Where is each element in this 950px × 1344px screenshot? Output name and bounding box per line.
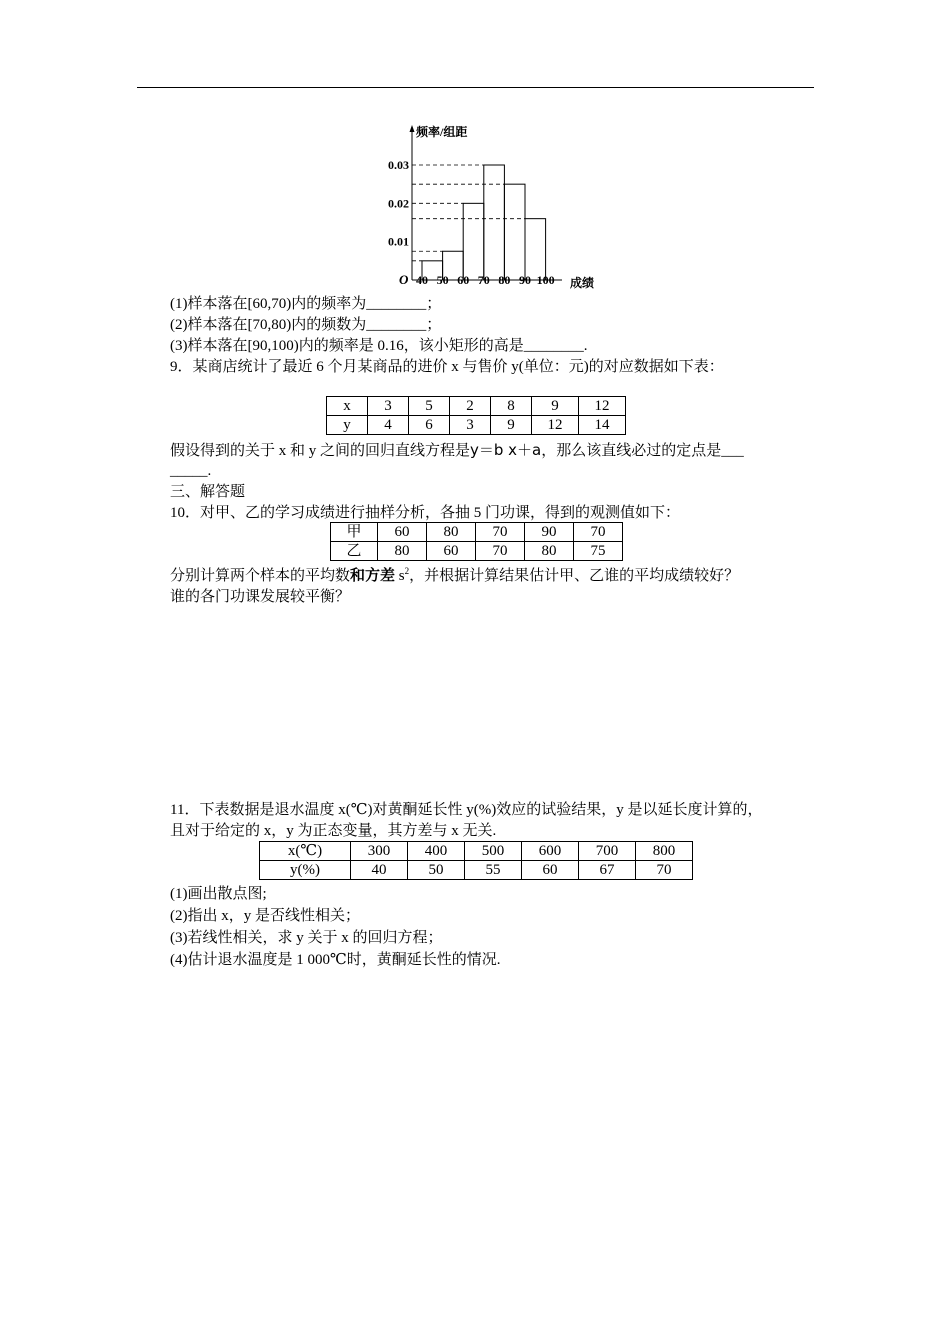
table-cell: 12 bbox=[579, 397, 626, 416]
q8-part2: (2)样本落在[70,80)内的频数为________； bbox=[170, 317, 442, 333]
q9-stem: 9．某商店统计了最近 6 个月某商品的进价 x 与售价 y(单位：元)的对应数据如下表： bbox=[170, 359, 724, 375]
table-cell: 600 bbox=[522, 842, 579, 861]
table-cell: 3 bbox=[450, 416, 491, 435]
x-axis-label: 成绩 bbox=[570, 276, 595, 290]
table-cell: 甲 bbox=[331, 523, 378, 542]
table-cell: 60 bbox=[427, 542, 476, 561]
histogram-bar bbox=[463, 203, 484, 280]
q9-text-a: 假设得到的关于 x 和 y 之间的回归直线方程是 bbox=[170, 443, 471, 459]
frequency-histogram bbox=[380, 120, 610, 292]
y-axis-label: 频率/组距 bbox=[416, 125, 468, 139]
y-tick-label: 0.03 bbox=[388, 158, 409, 172]
table-cell: 55 bbox=[465, 861, 522, 880]
q11-part1: (1)画出散点图; bbox=[170, 886, 267, 902]
q9-answer-line bbox=[170, 440, 744, 461]
table-cell: 80 bbox=[427, 523, 476, 542]
table-cell: 8 bbox=[491, 397, 532, 416]
histogram-bar bbox=[504, 184, 525, 280]
q9-text-b: ，那么该直线必过的定点是___ bbox=[541, 443, 744, 459]
table-cell: 9 bbox=[532, 397, 579, 416]
table-cell: x(℃) bbox=[260, 842, 351, 861]
table-cell: 70 bbox=[636, 861, 693, 880]
q9-equation: y＝b x＋a bbox=[470, 441, 542, 459]
x-tick-label: 90 bbox=[519, 273, 531, 287]
q10-stem: 10．对甲、乙的学习成绩进行抽样分析，各抽 5 门功课，得到的观测值如下： bbox=[170, 505, 681, 521]
histogram-bar bbox=[484, 165, 505, 280]
table-cell: 50 bbox=[408, 861, 465, 880]
q10-superscript: 2 bbox=[404, 566, 410, 576]
table-cell: 400 bbox=[408, 842, 465, 861]
q10-table bbox=[330, 522, 623, 561]
table-cell: y(%) bbox=[260, 861, 351, 880]
table-row bbox=[327, 416, 626, 435]
q10-text-c: ，并根据计算结果估计甲、乙谁的平均成绩较好？ bbox=[409, 568, 740, 584]
table-cell: 40 bbox=[351, 861, 408, 880]
table-cell: 300 bbox=[351, 842, 408, 861]
table-cell: 75 bbox=[574, 542, 623, 561]
origin-label: O bbox=[399, 272, 409, 287]
table-cell: 70 bbox=[476, 542, 525, 561]
table-cell: 70 bbox=[574, 523, 623, 542]
x-tick-label: 80 bbox=[498, 273, 511, 287]
histogram-bar bbox=[525, 219, 546, 280]
x-tick-label: 50 bbox=[436, 273, 449, 287]
table-cell: 700 bbox=[579, 842, 636, 861]
q10-text-b: s bbox=[395, 568, 405, 584]
table-cell: 90 bbox=[525, 523, 574, 542]
table-cell: 14 bbox=[579, 416, 626, 435]
table-cell: 12 bbox=[532, 416, 579, 435]
table-row bbox=[260, 861, 693, 880]
q10-text-line1 bbox=[170, 565, 739, 586]
table-row bbox=[327, 397, 626, 416]
table-cell: 80 bbox=[525, 542, 574, 561]
table-cell: 500 bbox=[465, 842, 522, 861]
q10-text-d: 谁的各门功课发展较平衡？ bbox=[170, 589, 351, 605]
x-tick-label: 60 bbox=[457, 273, 470, 287]
x-tick-label: 70 bbox=[477, 273, 490, 287]
table-cell: 3 bbox=[368, 397, 409, 416]
q11-part3: (3)若线性相关，求 y 关于 x 的回归方程； bbox=[170, 930, 443, 946]
table-cell: 9 bbox=[491, 416, 532, 435]
header-rule bbox=[137, 87, 814, 88]
table-cell: 800 bbox=[636, 842, 693, 861]
y-tick-label: 0.02 bbox=[388, 196, 409, 211]
q11-stem-line1: 11．下表数据是退水温度 x(℃)对黄酮延长性 y(%)效应的试验结果，y 是以延长度计算的， bbox=[170, 802, 763, 818]
table-cell: 60 bbox=[378, 523, 427, 542]
table-cell: x bbox=[327, 397, 368, 416]
table-cell: 80 bbox=[378, 542, 427, 561]
table-row bbox=[331, 523, 623, 542]
x-tick-label: 40 bbox=[416, 273, 428, 287]
table-cell: 6 bbox=[409, 416, 450, 435]
q11-part4: (4)估计退水温度是 1 000℃时，黄酮延长性的情况. bbox=[170, 952, 501, 968]
q9-table bbox=[326, 396, 626, 435]
q11-stem-line2: 且对于给定的 x，y 为正态变量，其方差与 x 无关. bbox=[170, 823, 497, 839]
table-cell: 60 bbox=[522, 861, 579, 880]
table-cell: 5 bbox=[409, 397, 450, 416]
table-cell: 70 bbox=[476, 523, 525, 542]
q9-text-c: _____. bbox=[170, 463, 212, 479]
table-cell: 乙 bbox=[331, 542, 378, 561]
y-tick-label: 0.01 bbox=[388, 234, 409, 249]
table-cell: 4 bbox=[368, 416, 409, 435]
x-tick-label: 100 bbox=[536, 273, 555, 287]
y-axis-arrow-icon bbox=[410, 125, 415, 132]
q11-table bbox=[259, 841, 693, 880]
table-cell: 2 bbox=[450, 397, 491, 416]
q11-part2: (2)指出 x，y 是否线性相关； bbox=[170, 908, 360, 924]
q8-part3: (3)样本落在[90,100)内的频率是 0.16，该小矩形的高是________. bbox=[170, 338, 588, 354]
table-row bbox=[331, 542, 623, 561]
table-row bbox=[260, 842, 693, 861]
q10-text-a: 分别计算两个样本的平均数 bbox=[170, 568, 351, 584]
table-cell: y bbox=[327, 416, 368, 435]
table-cell: 67 bbox=[579, 861, 636, 880]
q10-text-bold: 和方差 bbox=[350, 566, 396, 584]
section-heading: 三、解答题 bbox=[170, 484, 246, 500]
q8-part1: (1)样本落在[60,70)内的频率为________； bbox=[170, 296, 442, 312]
